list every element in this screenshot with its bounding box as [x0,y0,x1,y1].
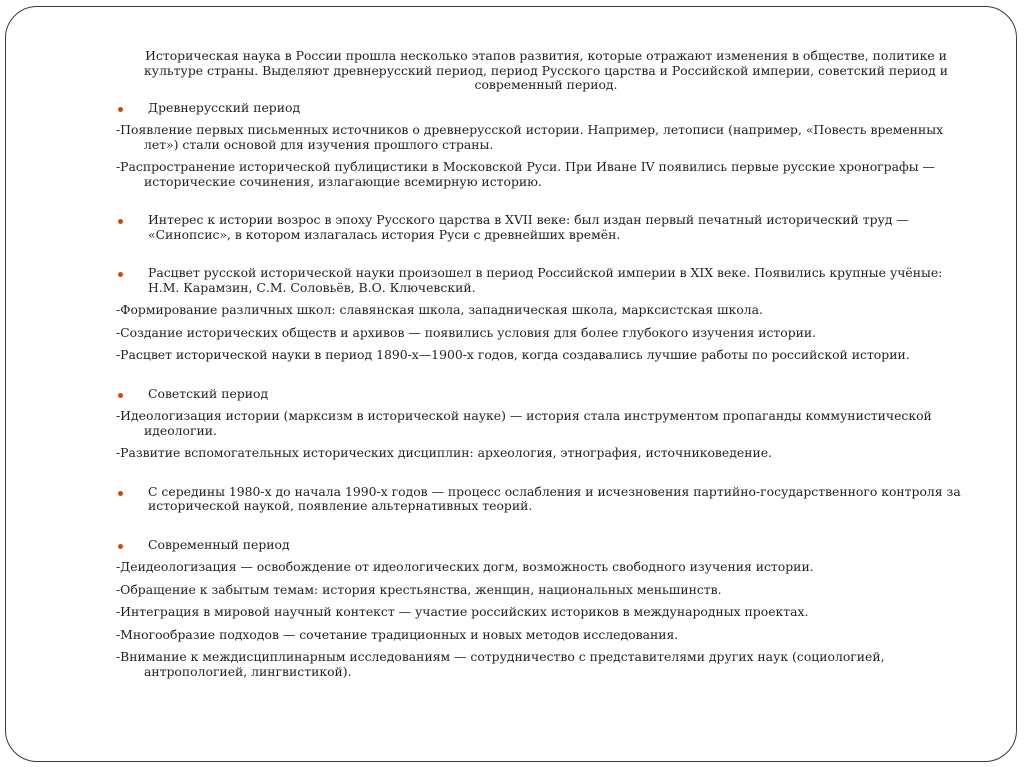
paragraph-ideologization: -Идеологизация истории (марксизм в исторической науке) — история стала инструментом пропаганды коммунистической идеологии. [116,408,932,438]
bullet-dot-icon [118,393,123,398]
paragraph-chronographs: -Распространение исторической публицистики в Московской Руси. При Иване IV появились первые русские хронографы — исторические сочинения, излагающие всемирную историю. [116,159,935,189]
slide-frame [5,6,1017,762]
paragraph-chronicles: -Появление первых письменных источников о древнерусской истории. Например, летописи (например, «Повесть временных лет») стали основой для изучения прошлого страны. [116,122,944,152]
paragraph-integration: -Интеграция в мировой научный контекст — участие российских историков в международных проектах. [116,604,809,619]
bullet-modern-period: Современный период [116,538,976,553]
paragraph-diversity: -Многообразие подходов — сочетание традиционных и новых методов исследования. [116,626,679,642]
paragraph-interdisciplinary: -Внимание к междисциплинарным исследованиям — сотрудничество с представителями других наук (социологией, антропологией, лингвистикой). [116,649,885,679]
paragraph-forgotten-topics: -Обращение к забытым темам: история крестьянства, женщин, национальных меньшинств. [116,581,722,597]
bullet-dot-icon [118,544,123,549]
bullet-perestroika: С середины 1980-х до начала 1990-х годов — процесс ослабления и исчезновения партийно-государственного контроля за исторической наукой, появление альтернативных теорий. [116,485,976,514]
bullet-dot-icon [118,107,123,112]
paragraph-deideologization: -Деидеологизация — освобождение от идеологических догм, возможность свободного изучения истории. [116,559,814,574]
paragraph-auxiliary-disciplines: -Развитие вспомогательных исторических дисциплин: археология, этнография, источниковедение. [116,445,772,460]
bullet-dot-icon [118,219,123,224]
intro-paragraph: Историческая наука в России прошла несколько этапов развития, которые отражают изменения в обществе, политике и культуре страны. Выделяют древнерусский период, период Русского царства и Российской империи, советский период и современный период. [144,48,948,92]
paragraph-societies-archives: -Создание исторических обществ и архивов — появились условия для более глубокого изучения истории. [116,324,817,340]
paragraph-flourishing: -Расцвет исторической науки в период 1890-х—1900-х годов, когда создавались лучшие работы по российской истории. [116,347,910,362]
bullet-ancient-rus: Древнерусский период [116,101,976,116]
slide-content [116,49,976,687]
bullet-soviet-period: Советский период [116,387,976,402]
bullet-dot-icon [118,272,123,277]
bullet-russian-tsardom: Интерес к истории возрос в эпоху Русского царства в XVII веке: был издан первый печатный исторический труд — «Синопсис», в котором излагалась история Руси с древнейших времён. [116,213,976,242]
bullet-russian-empire: Расцвет русской исторической науки произошел в период Российской империи в XIX веке. Появились крупные учёные: Н.М. Карамзин, С.М. Соловьёв, В.О. Ключевский. [116,266,976,295]
paragraph-schools: -Формирование различных школ: славянская школа, западническая школа, марксистская школа. [116,302,763,317]
bullet-dot-icon [118,491,123,496]
